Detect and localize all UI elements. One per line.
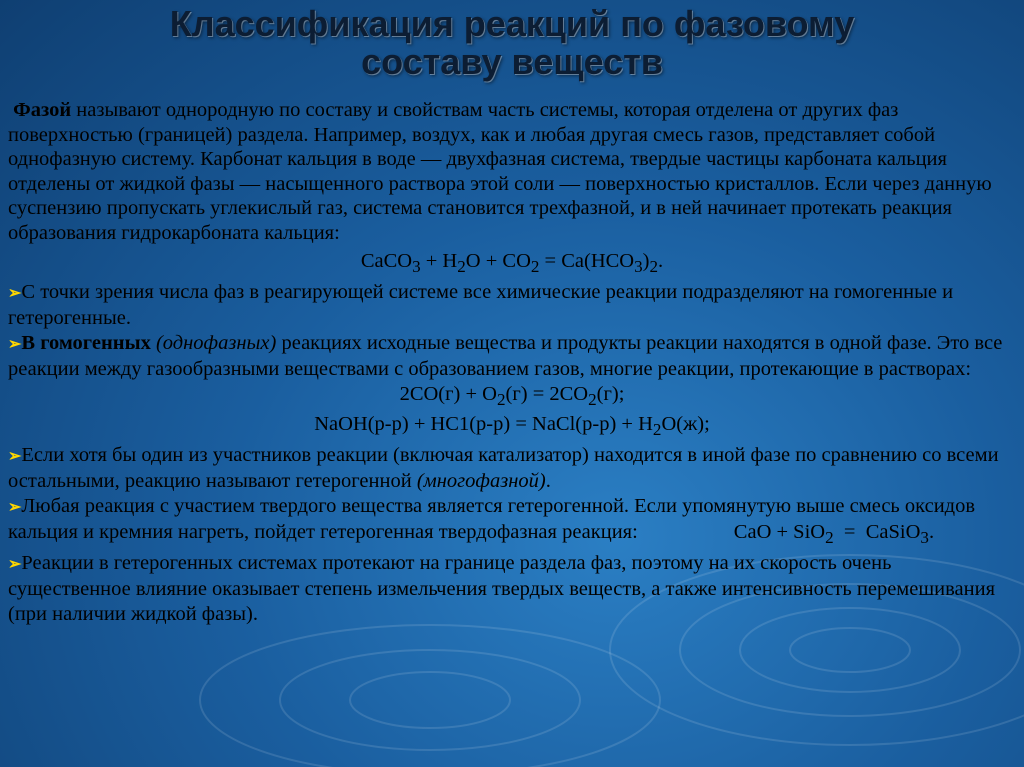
homogeneous-italic: (однофазных) <box>150 331 277 354</box>
bullet-arrow-icon: ➢ <box>8 555 22 573</box>
bullet-interface <box>8 551 1016 627</box>
classification-text: С точки зрения числа фаз в реагирующей системе все химические реакции подразделяют на гомогенные и гетерогенные. <box>8 280 954 330</box>
equation-calcium-bicarbonate: CaCO$_3$ + $H_2O + CO_2 = Ca(HCO_3)_2$. <box>360 250 664 277</box>
heterogeneous-text: Если хотя бы один из участников реакции (включая катализатор) находится в иной фазе по сравнению со всеми остальными, реакцию называют гетерогенной <box>8 443 999 493</box>
title-line-1: Классификация реакций по фазовому <box>169 3 855 44</box>
equation-co-oxidation: $2CO(г) + O_2(г) = 2CO_2(г)$; <box>399 382 625 409</box>
homogeneous-term: В гомогенных <box>21 331 151 354</box>
bullet-classification <box>8 280 1016 331</box>
equation-neutralization: NaOH(р-р) + НС1(р-р) = NaCl(р-р) + $H_2O(ж)$; <box>314 413 710 440</box>
paragraph-phase-definition <box>8 98 1016 245</box>
bullet-arrow-icon: ➢ <box>8 498 22 516</box>
bullet-heterogeneous: ➢Если хотя бы один из участников реакции (включая катализатор) находится в иной фазе по сравнению со всеми остальными, реакцию называют гетерогенной (многофазной). <box>8 443 999 493</box>
bullet-arrow-icon: ➢ <box>8 284 22 302</box>
bullet-homogeneous <box>8 331 1016 382</box>
interface-text: Реакции в гетерогенных системах протекают на границе раздела фаз, поэтому на их скорость очень существенное влияние оказывает степень измельчения твердых веществ, а также интенсивность перемешивания (при наличии жидкой фазы). <box>8 551 995 625</box>
bullet-arrow-icon: ➢ <box>8 447 22 465</box>
bullet-arrow-icon: ➢ <box>8 335 22 353</box>
bullet-solid-phase <box>8 494 1016 551</box>
homogeneous-text: реакциях исходные вещества и продукты реакции находятся в одной фазе. Это все реакции между газообразными веществами с образованием газов, многие реакции, протекающие в растворах: <box>8 331 1003 381</box>
phase-definition-text: называют однородную по составу и свойствам часть системы, которая отделена от других фаз поверхностью (границей) раздела. Например, воздух, как и любая другая смесь газов, представляет собой однофазную систему. Карбонат кальция в воде — двухфазная система, твердые частицы карбоната кальция отделены от жидкой фазы — насыщенного раствора этой соли — поверхностью кристаллов. Если через данную суспензию пропускать углекислый газ, система становится трехфазной, и в ней начинает протекать реакция образования гидрокарбоната кальция: <box>8 99 992 244</box>
title-line-2: составу веществ <box>361 41 663 82</box>
equation-calcium-silicate: CaO + SiO$_2$ = CaSiO$_3$. <box>733 521 935 548</box>
term-phase: Фазой <box>13 99 72 121</box>
slide-body <box>8 98 1016 626</box>
heterogeneous-italic: (многофазной) <box>411 470 546 493</box>
solid-phase-text: Любая реакция с участием твердого вещества является гетерогенной. Если упомянутую выше смесь оксидов кальция и кремния нагреть, пойдет гетерогенная твердофазная реакция: <box>8 494 976 544</box>
